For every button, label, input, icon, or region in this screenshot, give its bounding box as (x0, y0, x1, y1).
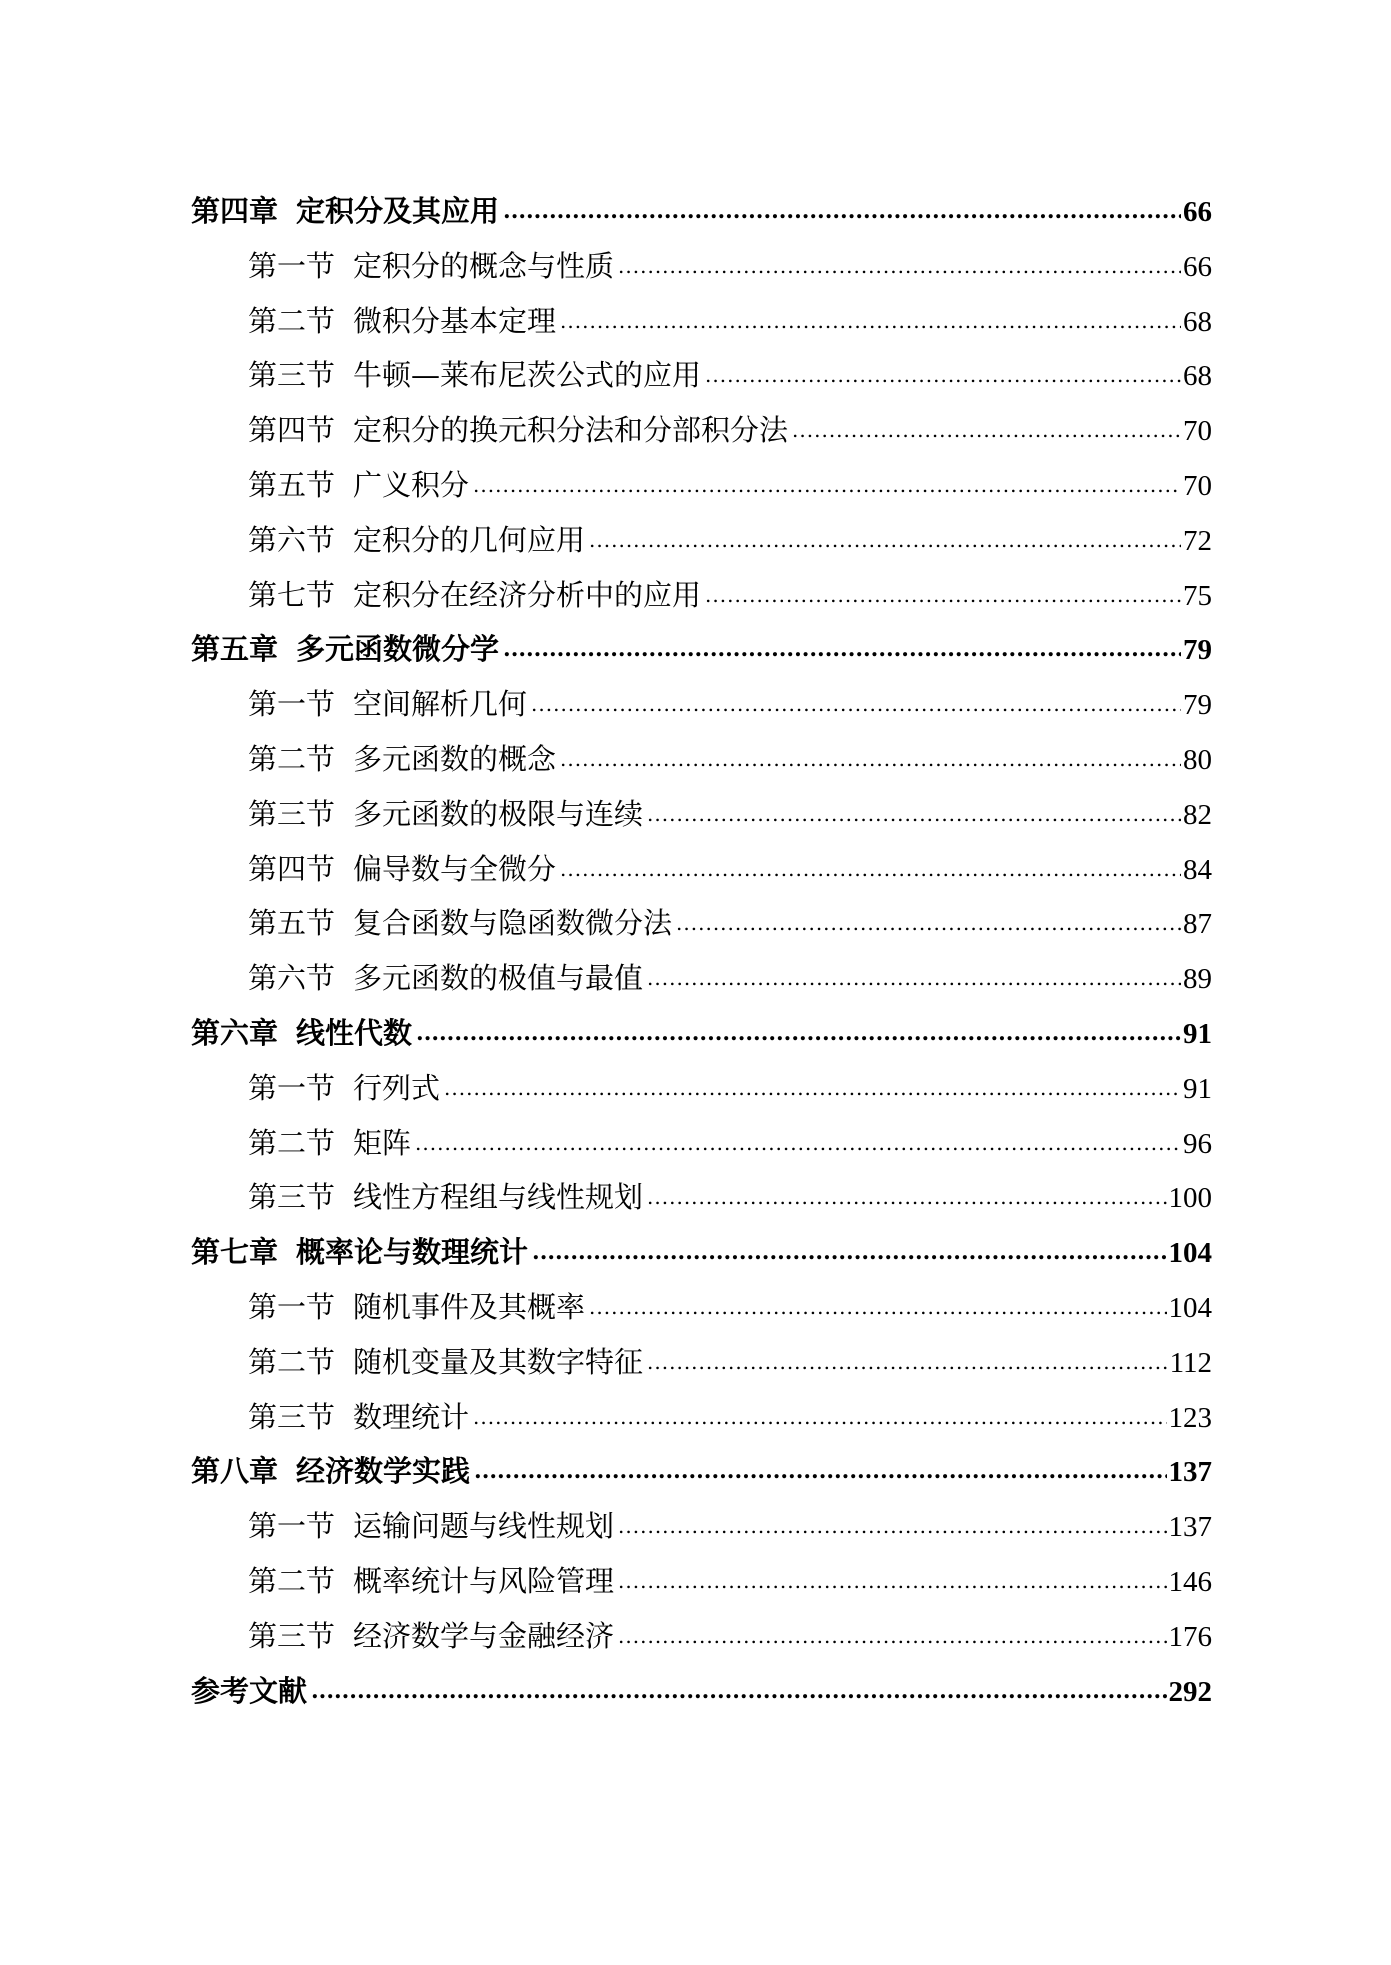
toc-entry-title: 定积分在经济分析中的应用 (353, 577, 702, 612)
toc-entry-label (191, 1449, 470, 1490)
toc-section-entry[interactable] (191, 682, 1212, 737)
dot-leader (792, 418, 1181, 442)
toc-entry-page: 75 (1183, 579, 1212, 612)
toc-entry-label (248, 299, 556, 340)
toc-entry-title: 多元函数微分学 (296, 632, 500, 667)
toc-entry-label (248, 1340, 643, 1381)
toc-entry-label (248, 847, 556, 888)
dot-leader (647, 802, 1181, 826)
toc-entry-page: 104 (1168, 1237, 1212, 1270)
dot-leader (705, 583, 1181, 607)
toc-section-entry[interactable] (191, 1340, 1212, 1395)
toc-entry-label (248, 1175, 643, 1216)
toc-entry-title: 概率论与数理统计 (296, 1235, 529, 1270)
toc-section-entry[interactable] (191, 518, 1212, 573)
toc-entry-page: 176 (1168, 1620, 1212, 1653)
toc-entry-title: 线性代数 (296, 1015, 413, 1050)
toc-entry-title: 偏导数与全微分 (353, 851, 557, 886)
toc-entry-title: 经济数学实践 (296, 1454, 471, 1489)
toc-entry-title: 复合函数与隐函数微分法 (353, 906, 673, 941)
toc-entry-title: 空间解析几何 (353, 687, 528, 722)
toc-entry-number: 第六节 (248, 522, 336, 557)
toc-chapter-entry[interactable] (191, 627, 1212, 682)
toc-section-entry[interactable] (191, 408, 1212, 463)
toc-entry-number: 第二节 (248, 1344, 336, 1379)
toc-entry-page: 87 (1183, 908, 1212, 941)
toc-entry-title: 随机变量及其数字特征 (353, 1344, 644, 1379)
toc-entry-number: 第七章 (191, 1235, 279, 1270)
toc-entry-label (248, 518, 585, 559)
toc-entry-page: 66 (1183, 196, 1212, 228)
toc-section-entry[interactable] (191, 956, 1212, 1011)
toc-entry-title: 概率统计与风险管理 (353, 1563, 615, 1598)
toc-entry-label (248, 1066, 440, 1107)
toc-entry-label (248, 792, 643, 833)
toc-entry-label (248, 353, 701, 394)
toc-section-entry[interactable] (191, 792, 1212, 847)
toc-entry-title: 定积分的概念与性质 (353, 248, 615, 283)
toc-entry-title: 行列式 (353, 1070, 441, 1105)
toc-entry-label (248, 1121, 411, 1162)
dot-leader (415, 1131, 1181, 1155)
toc-entry-title: 微积分基本定理 (353, 303, 557, 338)
toc-entry-label (248, 1559, 614, 1600)
toc-entry-page: 68 (1183, 360, 1212, 393)
toc-entry-title: 多元函数的极限与连续 (353, 796, 644, 831)
toc-entry-label (248, 408, 788, 449)
toc-entry-page: 112 (1169, 1346, 1212, 1379)
toc-entry-number: 第一节 (248, 1509, 336, 1544)
toc-entry-number: 第四节 (248, 851, 336, 886)
dot-leader (560, 747, 1181, 771)
toc-entry-number: 第二节 (248, 1125, 336, 1160)
toc-entry-number: 第三节 (248, 1180, 336, 1215)
toc-entry-page: 70 (1183, 469, 1212, 502)
toc-entry-title: 定积分及其应用 (296, 194, 500, 228)
toc-entry-page: 89 (1183, 963, 1212, 996)
toc-entry-label (248, 573, 701, 614)
toc-entry-label (191, 1011, 412, 1052)
dot-leader (560, 857, 1181, 881)
toc-entry-number: 第三节 (248, 358, 336, 393)
toc-entry-title: 经济数学与金融经济 (353, 1618, 615, 1653)
toc-entry-label (191, 189, 499, 230)
toc-entry-title: 牛顿—莱布尼茨公式的应用 (353, 358, 702, 393)
toc-entry-page: 79 (1183, 634, 1212, 667)
toc-section-entry[interactable] (191, 463, 1212, 518)
toc-entry-label (191, 627, 499, 668)
toc-entry-label (248, 901, 672, 942)
dot-leader (647, 1185, 1166, 1209)
toc-entry-number: 第五节 (248, 467, 336, 502)
toc-entry-label (191, 1669, 307, 1710)
toc-entry-label (248, 244, 614, 285)
toc-entry-title: 线性方程组与线性规划 (353, 1180, 644, 1215)
toc-entry-label (248, 682, 527, 723)
toc-section-entry[interactable] (191, 1395, 1212, 1450)
dot-leader (676, 911, 1181, 935)
table-of-contents (191, 189, 1212, 1723)
dot-leader (416, 1020, 1181, 1046)
toc-entry-title: 多元函数的概念 (353, 741, 557, 776)
toc-entry-number: 第一节 (248, 1070, 336, 1105)
toc-entry-title: 矩阵 (353, 1125, 412, 1160)
toc-entry-title: 广义积分 (353, 467, 470, 502)
toc-entry-number: 第一节 (248, 1289, 336, 1324)
toc-entry-page: 100 (1168, 1182, 1212, 1215)
toc-entry-page: 68 (1183, 305, 1212, 338)
toc-entry-number: 第五节 (248, 906, 336, 941)
toc-chapter-entry[interactable] (191, 1449, 1212, 1504)
toc-entry-number: 第六节 (248, 961, 336, 996)
toc-chapter-entry[interactable] (191, 189, 1212, 244)
toc-section-entry[interactable] (191, 1614, 1212, 1669)
toc-section-entry[interactable] (191, 847, 1212, 902)
toc-entry-page: 137 (1168, 1511, 1212, 1544)
toc-section-entry[interactable] (191, 901, 1212, 956)
dot-leader (618, 1514, 1166, 1538)
toc-section-entry[interactable] (191, 1121, 1212, 1176)
toc-entry-title: 数理统计 (353, 1399, 470, 1434)
toc-entry-label (248, 1395, 469, 1436)
toc-section-entry[interactable] (191, 299, 1212, 354)
toc-section-entry[interactable] (191, 1285, 1212, 1340)
toc-chapter-entry[interactable] (191, 1011, 1212, 1066)
toc-entry-number: 第六章 (191, 1015, 279, 1050)
toc-entry-title: 定积分的换元积分法和分部积分法 (353, 413, 789, 448)
toc-section-entry[interactable] (191, 1559, 1212, 1614)
toc-entry-label (248, 1614, 614, 1655)
toc-section-entry[interactable] (191, 1175, 1212, 1230)
toc-section-entry[interactable] (191, 244, 1212, 299)
dot-leader (647, 1350, 1168, 1374)
toc-section-entry[interactable] (191, 573, 1212, 628)
toc-entry-number: 第七节 (248, 577, 336, 612)
dot-leader (503, 198, 1181, 224)
dot-leader (589, 528, 1181, 552)
dot-leader (705, 363, 1181, 387)
toc-section-entry[interactable] (191, 1504, 1212, 1559)
toc-entry-number: 第三节 (248, 1618, 336, 1653)
toc-entry-page: 146 (1168, 1565, 1212, 1598)
dot-leader (473, 1405, 1166, 1429)
toc-entry-number: 第二节 (248, 741, 336, 776)
toc-entry-page: 91 (1183, 1072, 1212, 1105)
toc-section-entry[interactable] (191, 353, 1212, 408)
toc-entry-page: 70 (1183, 415, 1212, 448)
dot-leader (560, 309, 1181, 333)
dot-leader (589, 1295, 1166, 1319)
toc-entry-number: 第一节 (248, 687, 336, 722)
dot-leader (473, 473, 1181, 497)
toc-entry-page: 123 (1168, 1401, 1212, 1434)
toc-entry-label (191, 1230, 528, 1271)
toc-entry-number: 第二节 (248, 303, 336, 338)
toc-entry-number: 第三节 (248, 796, 336, 831)
toc-entry-number: 第五章 (191, 632, 279, 667)
toc-entry-label (248, 1504, 614, 1545)
dot-leader (311, 1678, 1166, 1704)
dot-leader (618, 254, 1181, 278)
toc-entry-label (248, 1285, 585, 1326)
dot-leader (474, 1458, 1166, 1484)
toc-chapter-entry[interactable] (191, 1230, 1212, 1285)
toc-entry-number: 第四节 (248, 413, 336, 448)
toc-entry-page: 84 (1183, 853, 1212, 886)
toc-entry-page: 80 (1183, 743, 1212, 776)
toc-entry-page: 82 (1183, 798, 1212, 831)
toc-entry-page: 292 (1168, 1675, 1212, 1708)
toc-entry-title: 随机事件及其概率 (353, 1289, 586, 1324)
dot-leader (532, 1239, 1166, 1265)
toc-entry-title: 定积分的几何应用 (353, 522, 586, 557)
dot-leader (531, 692, 1181, 716)
toc-chapter-entry[interactable] (191, 1669, 1212, 1724)
toc-entry-page: 72 (1183, 524, 1212, 557)
toc-entry-page: 104 (1168, 1291, 1212, 1324)
toc-entry-number: 第三节 (248, 1399, 336, 1434)
dot-leader (503, 636, 1181, 662)
dot-leader (444, 1076, 1181, 1100)
toc-entry-page: 79 (1183, 689, 1212, 722)
toc-entry-page: 96 (1183, 1127, 1212, 1160)
toc-entry-label (248, 463, 469, 504)
toc-entry-title: 运输问题与线性规划 (353, 1509, 615, 1544)
toc-entry-number: 第四章 (191, 194, 279, 228)
toc-section-entry[interactable] (191, 1066, 1212, 1121)
toc-entry-label (248, 737, 556, 778)
dot-leader (618, 1569, 1166, 1593)
toc-entry-number: 第一节 (248, 248, 336, 283)
dot-leader (618, 1624, 1166, 1648)
toc-entry-title: 多元函数的极值与最值 (353, 961, 644, 996)
dot-leader (647, 966, 1181, 990)
toc-entry-page: 91 (1183, 1017, 1212, 1050)
toc-entry-title: 参考文献 (191, 1673, 308, 1708)
toc-entry-page: 66 (1183, 250, 1212, 283)
toc-entry-number: 第二节 (248, 1563, 336, 1598)
toc-entry-number: 第八章 (191, 1454, 279, 1489)
toc-entry-page: 137 (1168, 1456, 1212, 1489)
toc-section-entry[interactable] (191, 737, 1212, 792)
toc-entry-label (248, 956, 643, 997)
